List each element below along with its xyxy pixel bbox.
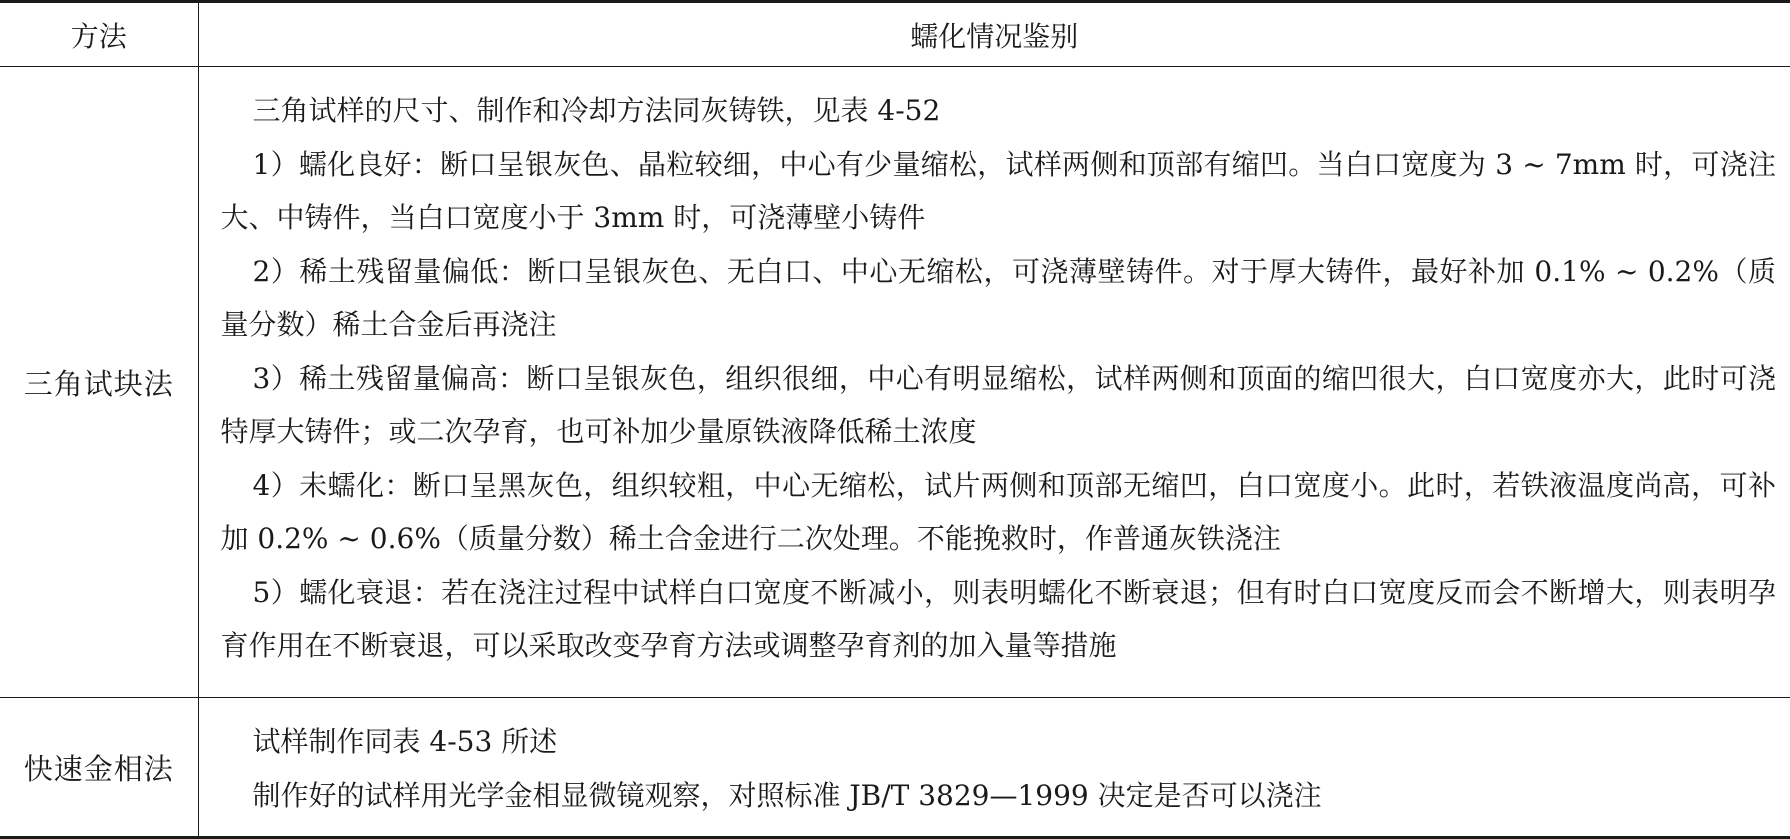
- description-paragraph: 制作好的试样用光学金相显微镜观察，对照标准 JB/T 3829—1999 决定是否可以浇注: [252, 778, 1322, 812]
- description-paragraph: 试样制作同表 4-53 所述: [252, 725, 558, 758]
- description-cell-triangle: [198, 67, 1790, 698]
- description-paragraph: 3）稀土残留量偏高：断口呈银灰色，组织很细，中心有明显缩松，试样两侧和顶面的缩凹很大，白口宽度亦大，此时可浇特厚大铸件；或二次孕育，也可补加少量原铁液降低稀土浓度: [220, 361, 1776, 448]
- description-paragraph: 1）蠕化良好：断口呈银灰色、晶粒较细，中心有少量缩松，试样两侧和顶部有缩凹。当白口宽度为 3 ~ 7mm 时，可浇注大、中铸件，当白口宽度小于 3mm 时，可浇薄壁小铸件: [220, 147, 1776, 234]
- header-identification: 蠕化情况鉴别: [198, 2, 1790, 67]
- header-method: 方法: [0, 2, 198, 67]
- description-paragraph: 2）稀土残留量偏低：断口呈银灰色、无白口、中心无缩松，可浇薄壁铸件。对于厚大铸件，最好补加 0.1% ~ 0.2%（质量分数）稀土合金后再浇注: [220, 254, 1776, 341]
- description-cell-metallography: [198, 698, 1790, 838]
- table-header-row: [0, 2, 1790, 67]
- description-paragraph: 三角试样的尺寸、制作和冷却方法同灰铸铁，见表 4-52: [252, 94, 941, 127]
- description-paragraph: 5）蠕化衰退：若在浇注过程中试样白口宽度不断减小，则表明蠕化不断衰退；但有时白口宽度反而会不断增大，则表明孕育作用在不断衰退，可以采取改变孕育方法或调整孕育剂的加入量等措施: [220, 575, 1776, 662]
- table-row-triangle-block: [0, 67, 1790, 698]
- description-paragraph: 4）未蠕化：断口呈黑灰色，组织较粗，中心无缩松，试片两侧和顶部无缩凹，白口宽度小。此时，若铁液温度尚高，可补加 0.2% ~ 0.6%（质量分数）稀土合金进行二次处理。不能挽救时，作普通灰铁浇注: [220, 468, 1776, 555]
- method-name-metallography: 快速金相法: [0, 698, 198, 838]
- method-name-triangle: 三角试块法: [0, 67, 198, 698]
- table-row-rapid-metallography: [0, 698, 1790, 838]
